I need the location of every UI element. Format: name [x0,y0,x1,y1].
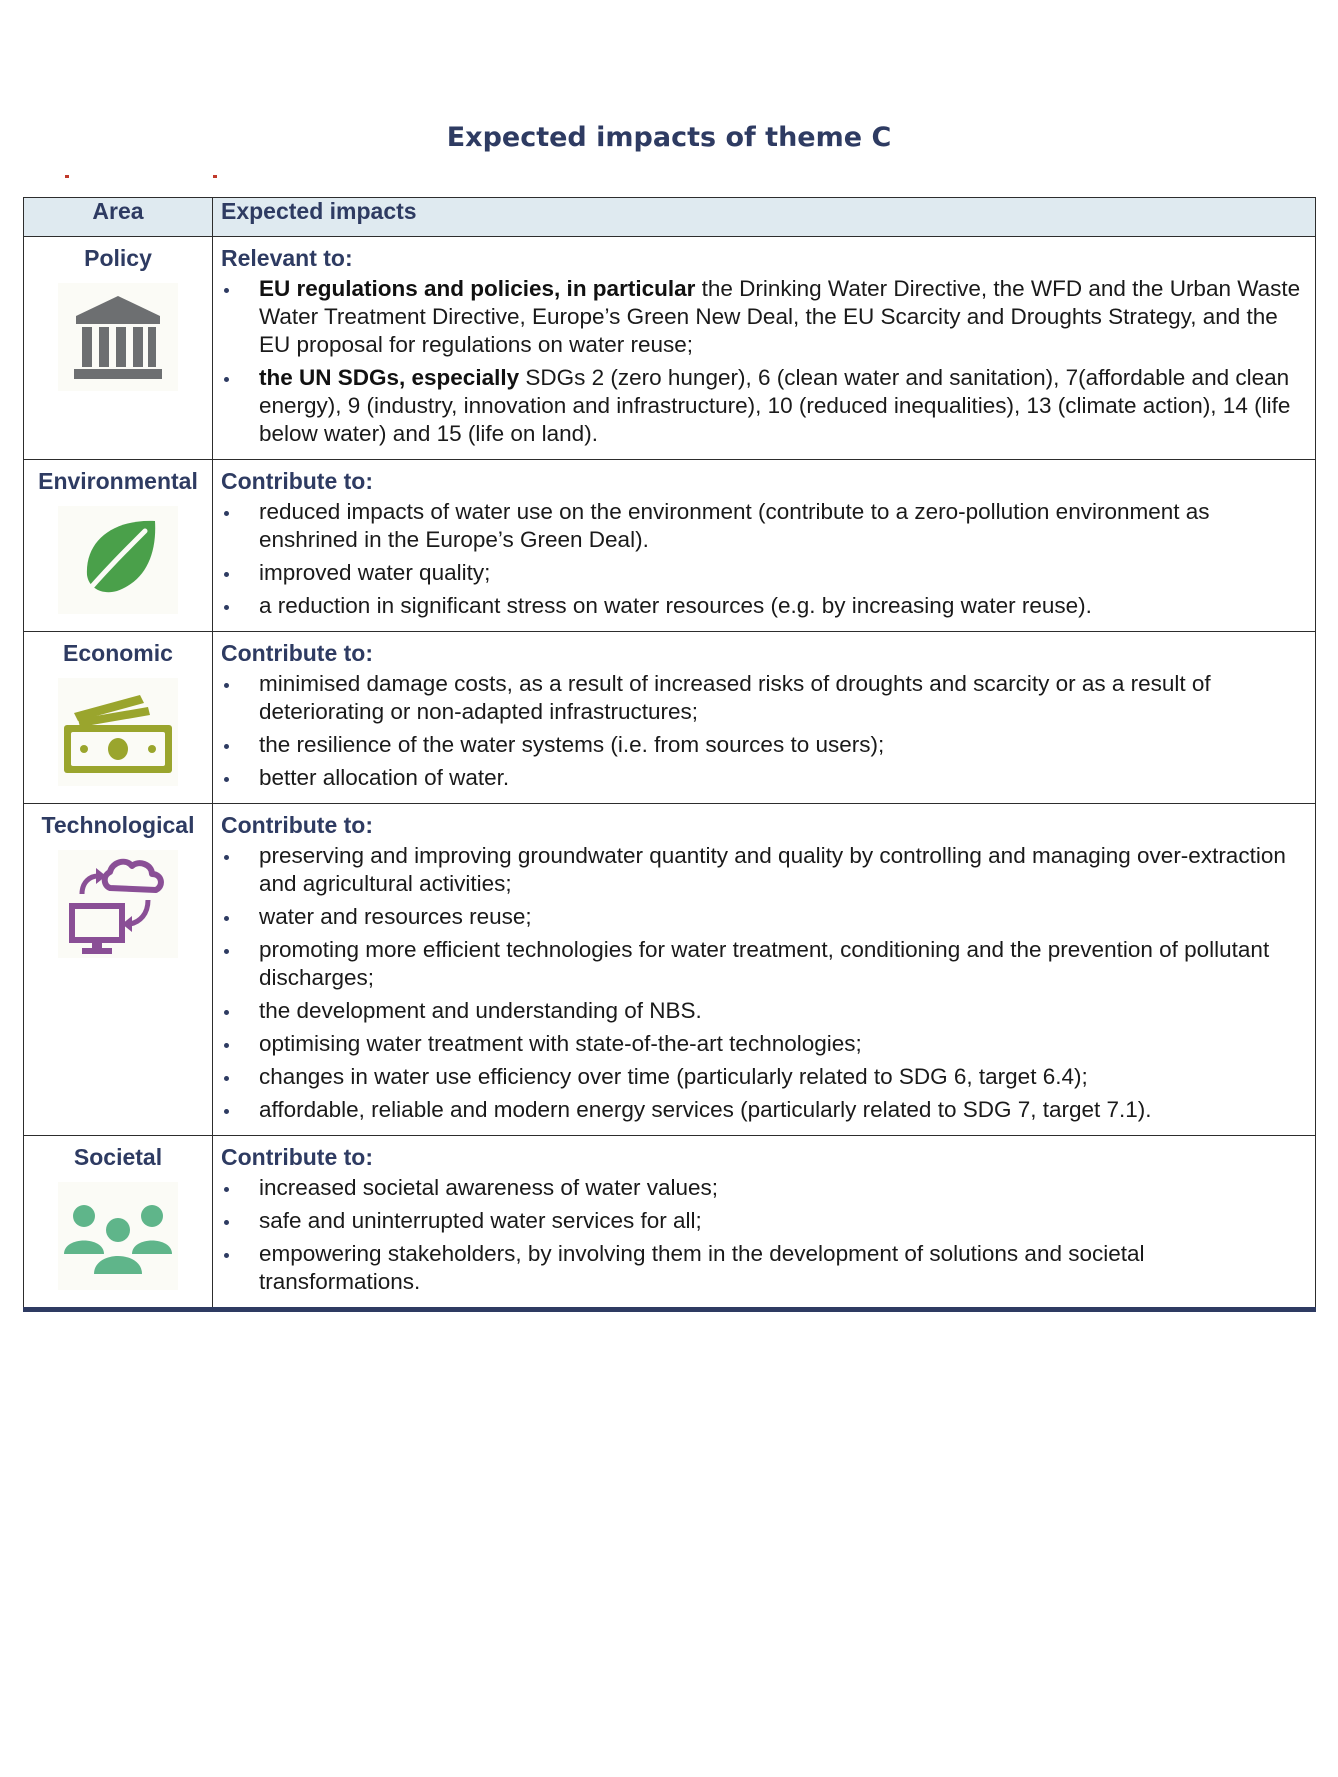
list-item-text: a reduction in significant stress on water resources (e.g. by increasing water reuse). [259,593,1092,618]
list-item-text: optimising water treatment with state-of-the-art technologies; [259,1031,862,1056]
list-item [221,997,1305,1025]
list-item-text: better allocation of water. [259,765,510,790]
impacts-lead: Contribute to: [221,1144,374,1170]
list-item [221,1207,1305,1235]
government-building-icon [58,283,178,391]
list-item [221,275,1305,359]
list-item-text: SDGs 2 (zero hunger), 6 (clean water and sanitation), 7(affordable and clean energy), 9 (industry, innovation and infrastructure), 10 (reduced inequalities), 13 (climate action), 14 (life below water) and 15 (life on land). [259,365,1291,446]
list-item-text: preserving and improving groundwater quantity and quality by controlling and managing over-extraction and agricultural activities; [259,843,1286,896]
list-item [221,936,1305,992]
list-item-text: affordable, reliable and modern energy services (particularly related to SDG 7, target 7.1). [259,1097,1152,1122]
list-item [221,498,1305,554]
list-item [221,364,1305,448]
list-item-text: changes in water use efficiency over time (particularly related to SDG 6, target 6.4); [259,1064,1088,1089]
impacts-list [221,842,1305,1124]
area-name: Societal [73,1144,163,1170]
area-cell [24,632,213,804]
area-cell [24,460,213,632]
area-cell [24,237,213,460]
list-item-text: increased societal awareness of water values; [259,1175,718,1200]
impacts-cell [213,237,1316,460]
table-row [24,1136,1316,1310]
list-item [221,670,1305,726]
area-name: Environmental [38,468,198,494]
list-item [221,1174,1305,1202]
list-item-text: promoting more efficient technologies for water treatment, conditioning and the prevention of pollutant discharges; [259,937,1270,990]
list-item [221,1063,1305,1091]
area-name: Economic [63,640,173,666]
impacts-lead: Contribute to: [221,640,374,666]
list-item-text: the Drinking Water Directive, the WFD and the Urban Waste Water Treatment Directive, Europe’s Green New Deal, the EU Scarcity and Droughts Strategy, and the EU proposal for regulations on water reuse; [259,276,1301,357]
table-row [24,237,1316,460]
list-item-text: minimised damage costs, as a result of increased risks of droughts and scarcity or as a result of deteriorating or non-adapted infrastructures; [259,671,1211,724]
list-item [221,559,1305,587]
leaf-icon [58,506,178,614]
list-item [221,1096,1305,1124]
list-item-text: the resilience of the water systems (i.e. from sources to users); [259,732,885,757]
area-cell [24,1136,213,1310]
list-item [221,592,1305,620]
list-item [221,903,1305,931]
list-item-text: empowering stakeholders, by involving them in the development of solutions and societal transformations. [259,1241,1145,1294]
impacts-lead: Relevant to: [221,245,353,271]
impacts-table [23,197,1316,1312]
list-item [221,1030,1305,1058]
list-item [221,731,1305,759]
decorative-mark [213,175,217,178]
impacts-lead: Contribute to: [221,812,374,838]
list-item-emphasis: EU regulations and policies, in particular [259,276,696,301]
decorative-mark [65,175,69,178]
impacts-cell [213,1136,1316,1310]
computer-cloud-sync-icon [58,850,178,958]
area-name: Technological [41,812,195,838]
impacts-cell [213,632,1316,804]
list-item-text: water and resources reuse; [259,904,532,929]
people-group-icon [58,1182,178,1290]
impacts-list [221,1174,1305,1296]
page-title: Expected impacts of theme C [446,122,892,153]
list-item-text: improved water quality; [259,560,491,585]
impacts-list [221,670,1305,792]
area-cell [24,804,213,1136]
header-area: Area [24,198,213,237]
area-name: Policy [84,245,152,271]
list-item-emphasis: the UN SDGs, especially [259,365,520,390]
impacts-list [221,275,1305,448]
list-item [221,1240,1305,1296]
list-item-text: reduced impacts of water use on the environment (contribute to a zero-pollution environment as enshrined in the Europe’s Green Deal). [259,499,1210,552]
table-header-row [24,198,1316,237]
table-row [24,804,1316,1136]
list-item [221,764,1305,792]
table-row [24,460,1316,632]
money-icon [58,678,178,786]
list-item-text: safe and uninterrupted water services for all; [259,1208,702,1233]
impacts-cell [213,804,1316,1136]
header-expected-impacts: Expected impacts [213,198,1316,237]
list-item [221,842,1305,898]
impacts-list [221,498,1305,620]
table-row [24,632,1316,804]
list-item-text: the development and understanding of NBS. [259,998,702,1023]
impacts-cell [213,460,1316,632]
impacts-lead: Contribute to: [221,468,374,494]
